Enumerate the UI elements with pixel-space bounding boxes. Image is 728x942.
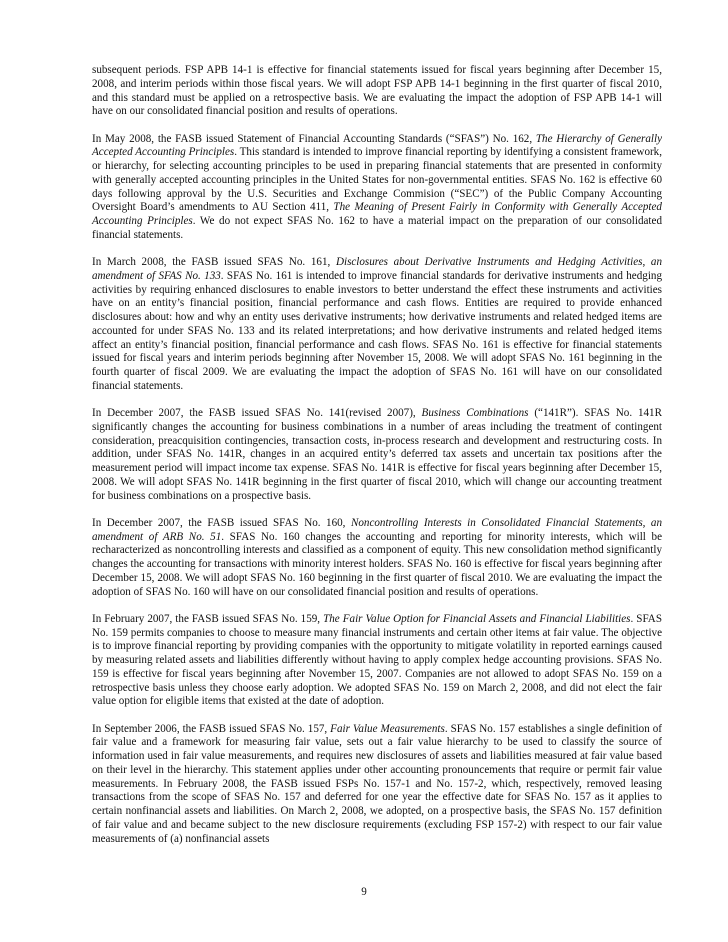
italic-title: The Meaning of Present Fairly in Conformity with Generally Accepted Accounting Principles (92, 201, 662, 227)
text-segment: . SFAS No. 159 permits companies to choose to measure many financial instruments and certain other items at fair value. The objective is to improve financial reporting by providing companies with the opportunity to mitigate volatility in reported earnings caused by measuring related assets and liabilities differently without having to apply complex hedge accounting provisions. SFAS No. 159 is effective for fiscal years beginning after November 15, 2007. Companies are not allowed to adopt SFAS No. 159 on a retrospective basis unless they choose early adoption. We adopted SFAS No. 159 on March 2, 2008, and did not elect the fair value option for eligible items that existed at the date of adoption. (92, 612, 662, 708)
italic-title: The Fair Value Option for Financial Assets and Financial Liabilities (323, 612, 631, 625)
text-segment: In February 2007, the FASB issued SFAS No. 159, (92, 612, 324, 625)
italic-title: Fair Value Measurements (330, 722, 445, 735)
text-segment: . This standard is intended to improve financial reporting by identifying a consistent framework, or hierarchy, for selecting accounting principles to be used in preparing financial statements that are presented in conformity with generally accepted accounting principles in the United States for non-governmental entities. SFAS No. 162 is effective 60 days following approval by the U.S. Securities and Exchange Commision (“SEC”) of the Public Company Accounting Oversight Board’s amendments to AU Section 411, (92, 146, 663, 214)
paragraph-sfas-160 (92, 517, 662, 600)
paragraph-sfas-157 (92, 723, 662, 847)
text-segment: In May 2008, the FASB issued Statement of Financial Accounting Standards (“SFAS”) No. 162, (92, 132, 536, 145)
italic-title: an amendment of SFAS No. 133 (92, 256, 663, 282)
paragraph-sfas-159 (92, 613, 662, 709)
text-segment: . We do not expect SFAS No. 162 to have a material impact on the preparation of our consolidated financial statements. (92, 215, 662, 241)
paragraph-sfas-161 (92, 256, 662, 394)
text-segment: (“141R”). SFAS No. 141R significantly changes the accounting for business combinations in a number of areas including the treatment of contingent consideration, preacquisition contingencies, transaction costs, in-process research and development and restructuring costs. In addition, under SFAS No. 141R, changes in an acquired entity’s deferred tax assets and uncertain tax positions after the measurement period will impact income tax expense. SFAS No. 141R is effective for fiscal years beginning after December 15, 2008. We will adopt SFAS No. 141R beginning in the first quarter of fiscal 2010, which will change our accounting treatment for business combinations on a prospective basis. (92, 407, 662, 502)
page-number: 9 (361, 886, 367, 898)
italic-title: The Hierarchy of Generally Accepted Accounting Principles (92, 132, 662, 159)
italic-title: Noncontrolling Interests in Consolidated Financial Statements, an amendment of ARB No. 51 (92, 516, 662, 543)
text-segment: . SFAS No. 160 changes the accounting and reporting for minority interests, which will be recharacterized as noncontrolling interests and classified as a component of equity. This new consolidation method significantly changes the accounting for transactions with minority interest holders. SFAS No. 160 is effective for fiscal years beginning after December 15, 2008. We will adopt SFAS No. 160 beginning in the first quarter of fiscal 2010. We are evaluating the impact the adoption of SFAS No. 160 will have on our consolidated financial position and results of operations. (92, 530, 662, 598)
text-segment: . SFAS No. 161 is intended to improve financial standards for derivative instruments and hedging activities by requiring enhanced disclosures to enable investors to better understand the effect these instruments and activities have on an entity’s financial position, financial performance and cash flows. Entities are required to provide enhanced disclosures about: how and why an entity uses derivative instruments; how derivative instruments and related hedged items are accounted for under SFAS No. 133 and its related interpretations; and how derivative instruments and related hedged items affect an entity’s financial position, financial performance and cash flows. SFAS No. 161 is effective for financial statements issued for fiscal years and interim periods beginning after November 15, 2008. We will adopt SFAS No. 161 beginning in the fourth quarter of fiscal 2009. We are evaluating the impact the adoption of SFAS No. 161 will have on our consolidated financial statements. (92, 269, 662, 392)
text-segment: , (642, 256, 651, 268)
text-segment: . SFAS No. 157 establishes a single definition of fair value and a framework for measuring fair value, sets out a fair value hierarchy to be used to classify the source of information used in fair value measurements, and requires new disclosures of assets and liabilities measured at fair value based on their level in the hierarchy. This statement applies under other accounting pronouncements that require or permit fair value measurements. In February 2008, the FASB issued FSPs No. 157-1 and No. 157-2, which, respectively, removed leasing transactions from the scope of SFAS No. 157 and deferred for one year the effective date for SFAS No. 157 as it applies to certain nonfinancial assets and liabilities. On March 2, 2008, we adopted, on a prospective basis, the SFAS No. 157 definition of fair value and and became subject to the new disclosure requirements (excluding FSP 157-2) with respect to our fair value measurements of (a) nonfinancial assets (92, 722, 663, 845)
text-segment: In December 2007, the FASB issued SFAS No. 141(revised 2007), (92, 407, 422, 419)
italic-title: Business Combinations (421, 407, 529, 419)
paragraph-sfas-141r (92, 407, 662, 503)
text-segment: In December 2007, the FASB issued SFAS No. 160, (92, 516, 351, 529)
text-segment: subsequent periods. FSP APB 14-1 is effective for financial statements issued for fiscal years beginning after December 15, 2008, and interim periods within those fiscal years. We will adopt FSP APB 14-1 beginning in the first quarter of fiscal 2010, and this standard must be applied on a retrospective basis. We are evaluating the impact the adoption of FSP APB 14-1 will have on our consolidated financial position and results of operations. (92, 64, 662, 118)
italic-title: Disclosures about Derivative Instruments and Hedging Activities (335, 256, 643, 268)
document-page (92, 64, 662, 860)
text-segment: In March 2008, the FASB issued SFAS No. 161, (92, 256, 336, 268)
paragraph-sfas-162 (92, 133, 662, 243)
text-segment: In September 2006, the FASB issued SFAS No. 157, (92, 722, 331, 735)
paragraph-fsp-apb-14-1 (92, 64, 662, 119)
